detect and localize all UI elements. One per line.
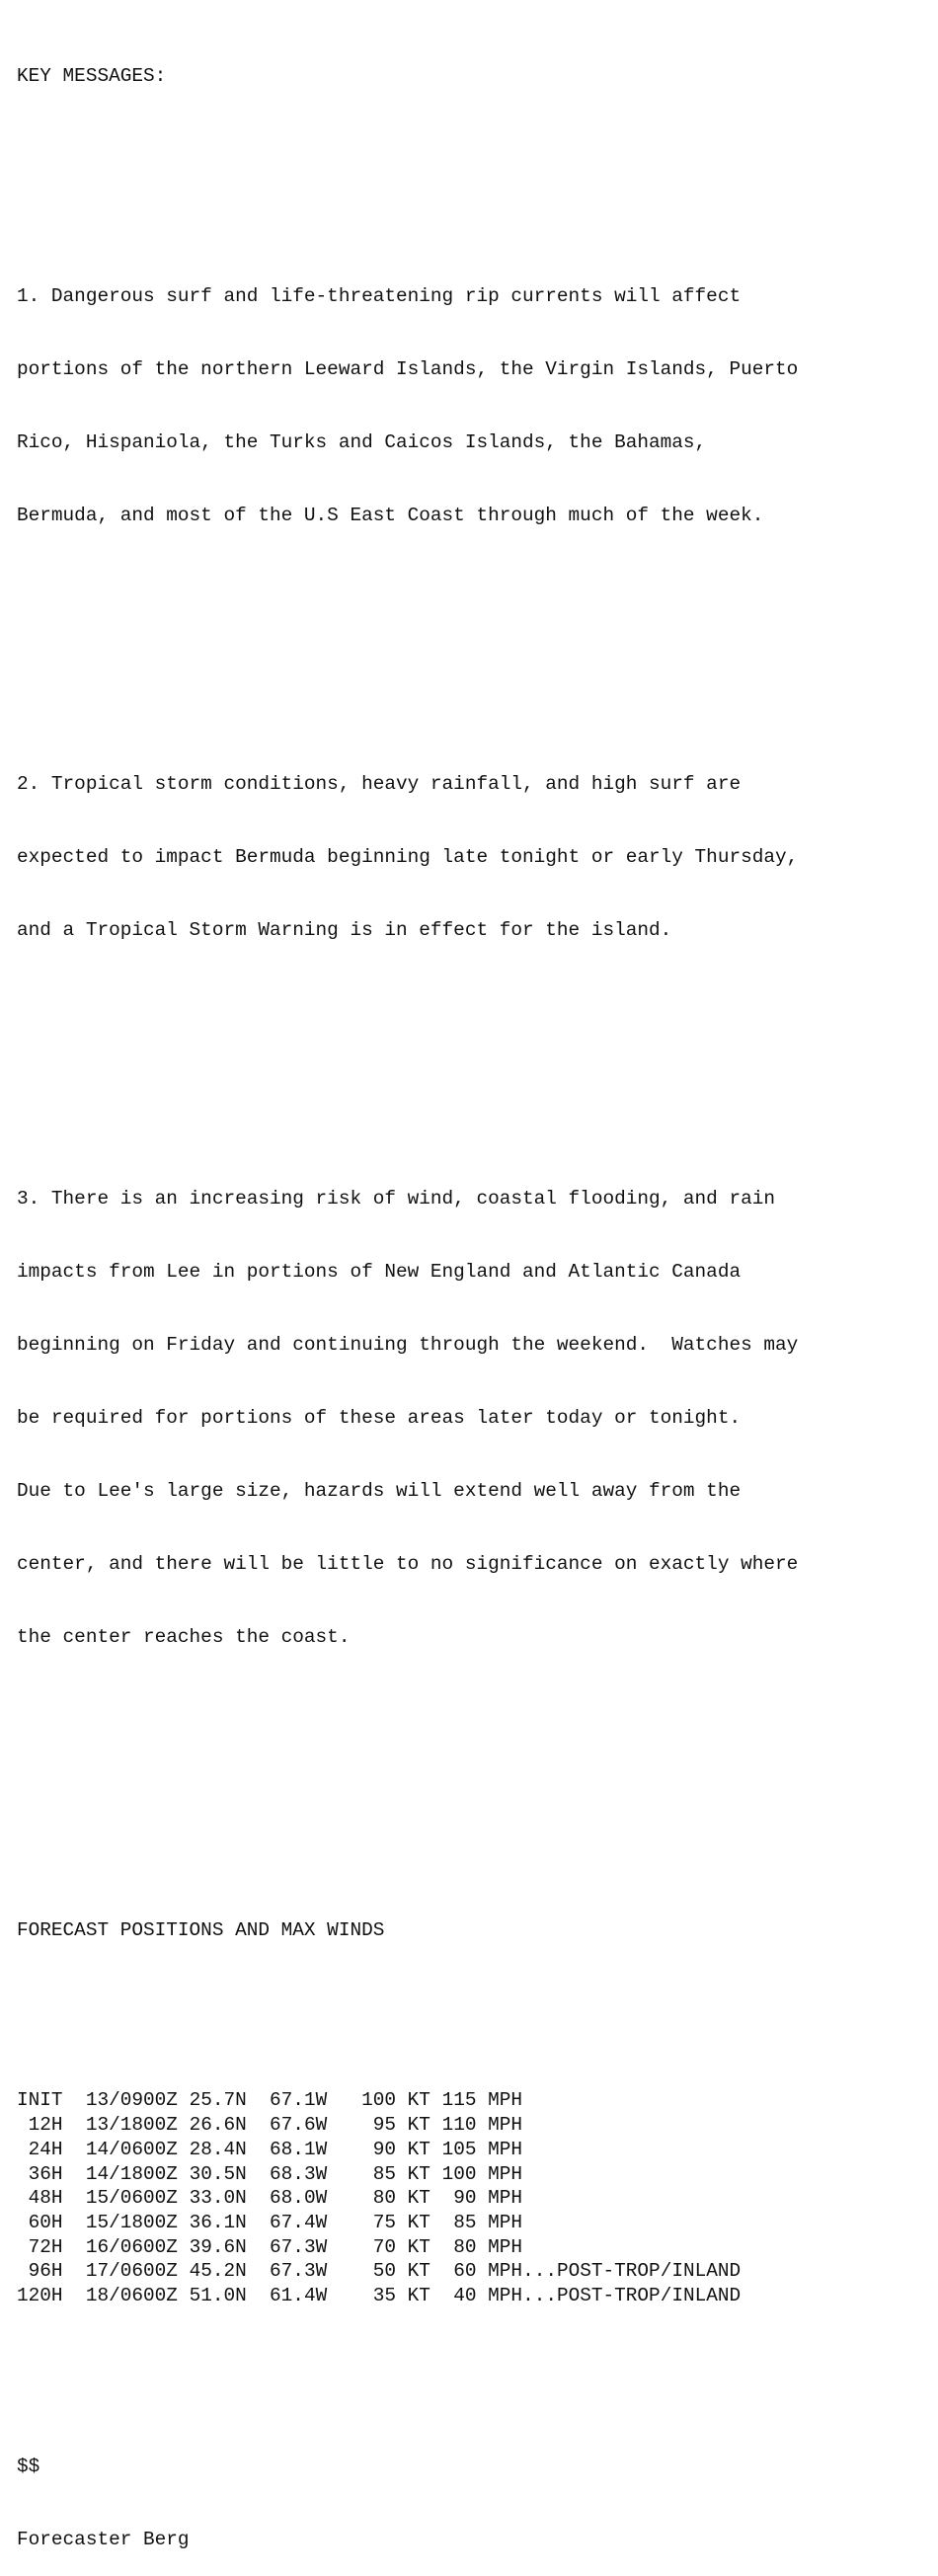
forecast-hour: 60H: [17, 2211, 86, 2233]
forecast-note: ...POST-TROP/INLAND: [522, 2260, 742, 2283]
forecast-hour: 12H: [17, 2114, 86, 2137]
forecast-wind-mph: 100 MPH: [441, 2162, 523, 2185]
forecast-wind-kt: 90 KT: [361, 2138, 442, 2160]
key-message-line: expected to impact Bermuda beginning late tonight or early Thursday,: [17, 845, 799, 868]
key-message-line: beginning on Friday and continuing through the weekend. Watches may: [17, 1333, 799, 1356]
forecast-latitude: 39.6N: [189, 2235, 271, 2258]
spacer: [17, 1821, 925, 1845]
spacer: [17, 2381, 925, 2406]
forecast-time: 16/0600Z: [85, 2235, 190, 2258]
forecast-wind-mph: 115 MPH: [441, 2089, 523, 2112]
forecast-wind-mph: 85 MPH: [441, 2211, 523, 2233]
forecast-time: 14/1800Z: [85, 2162, 190, 2185]
forecast-latitude: 28.4N: [189, 2138, 271, 2160]
key-message-line: Bermuda, and most of the U.S East Coast through much of the week.: [17, 504, 764, 526]
forecast-time: 14/0600Z: [85, 2138, 190, 2160]
forecast-longitude: 67.4W: [270, 2211, 362, 2233]
forecast-note: [522, 2088, 741, 2113]
forecast-note: [522, 2138, 741, 2162]
spacer: [17, 1040, 925, 1064]
forecast-row: [17, 2284, 741, 2308]
forecast-longitude: 67.3W: [270, 2260, 362, 2283]
key-message-line: 1. Dangerous surf and life-threatening rip currents will affect: [17, 284, 742, 307]
discussion-document: [17, 16, 925, 2576]
key-message-line: 3. There is an increasing risk of wind, coastal flooding, and rain: [17, 1187, 775, 1210]
forecast-hour: 48H: [17, 2187, 86, 2210]
forecast-wind-mph: 105 MPH: [441, 2138, 523, 2160]
forecast-longitude: 61.4W: [270, 2285, 362, 2307]
key-message-line: and a Tropical Storm Warning is in effect for the island.: [17, 918, 672, 941]
forecast-row: [17, 2235, 741, 2260]
key-message-line: Due to Lee's large size, hazards will extend well away from the: [17, 1479, 742, 1502]
forecast-hour: 96H: [17, 2260, 86, 2283]
forecast-hour: 72H: [17, 2235, 86, 2258]
forecast-wind-kt: 50 KT: [361, 2260, 442, 2283]
forecast-time: 13/0900Z: [85, 2089, 190, 2112]
key-message-line: the center reaches the coast.: [17, 1626, 351, 1649]
key-message-line: impacts from Lee in portions of New England and Atlantic Canada: [17, 1260, 742, 1283]
forecast-longitude: 68.3W: [270, 2162, 362, 2185]
forecast-note: [522, 2211, 741, 2235]
spacer: [17, 1991, 925, 2016]
forecast-latitude: 33.0N: [189, 2187, 271, 2210]
forecast-wind-kt: 85 KT: [361, 2162, 442, 2185]
forecast-wind-mph: 110 MPH: [441, 2114, 523, 2137]
forecast-latitude: 45.2N: [189, 2260, 271, 2283]
key-message-3: [17, 1137, 925, 1698]
forecast-row: [17, 2113, 741, 2138]
forecast-wind-kt: 95 KT: [361, 2114, 442, 2137]
forecast-note: [522, 2235, 741, 2260]
end-marker: $$: [17, 2455, 40, 2477]
forecast-time: 18/0600Z: [85, 2285, 190, 2307]
key-messages-heading: KEY MESSAGES:: [17, 65, 167, 88]
forecast-longitude: 67.3W: [270, 2235, 362, 2258]
forecast-wind-kt: 80 KT: [361, 2187, 442, 2210]
forecast-time: 13/1800Z: [85, 2114, 190, 2137]
forecast-hour: 120H: [17, 2285, 86, 2307]
forecast-latitude: 30.5N: [189, 2162, 271, 2185]
forecaster-signature: Forecaster Berg: [17, 2529, 190, 2551]
spacer: [17, 138, 925, 163]
key-message-line: 2. Tropical storm conditions, heavy rainfall, and high surf are: [17, 772, 742, 795]
forecast-row: [17, 2259, 741, 2284]
key-message-2: [17, 723, 925, 991]
forecast-time: 15/1800Z: [85, 2211, 190, 2233]
forecast-wind-mph: 60 MPH: [441, 2260, 523, 2283]
forecast-wind-kt: 100 KT: [361, 2089, 442, 2112]
forecast-hour: INIT: [17, 2089, 86, 2112]
spacer: [17, 1748, 925, 1772]
key-message-line: be required for portions of these areas later today or tonight.: [17, 1406, 742, 1429]
forecast-row: [17, 2186, 741, 2211]
forecast-wind-kt: 70 KT: [361, 2235, 442, 2258]
forecast-time: 17/0600Z: [85, 2260, 190, 2283]
forecast-row: [17, 2162, 741, 2187]
forecast-note: ...POST-TROP/INLAND: [522, 2285, 742, 2307]
key-message-line: portions of the northern Leeward Islands, the Virgin Islands, Puerto: [17, 357, 799, 380]
forecast-wind-mph: 40 MPH: [441, 2285, 523, 2307]
key-message-1: [17, 235, 925, 577]
forecast-time: 15/0600Z: [85, 2187, 190, 2210]
spacer: [17, 625, 925, 650]
forecast-table-body: [17, 2088, 741, 2307]
forecast-hour: 36H: [17, 2162, 86, 2185]
forecast-wind-mph: 80 MPH: [441, 2235, 523, 2258]
forecast-latitude: 36.1N: [189, 2211, 271, 2233]
key-message-line: center, and there will be little to no significance on exactly where: [17, 1553, 799, 1576]
forecast-wind-mph: 90 MPH: [441, 2187, 523, 2210]
forecast-latitude: 51.0N: [189, 2285, 271, 2307]
forecast-note: [522, 2113, 741, 2138]
forecast-longitude: 67.6W: [270, 2114, 362, 2137]
forecast-note: [522, 2162, 741, 2187]
forecast-latitude: 26.6N: [189, 2114, 271, 2137]
forecast-table: [17, 2088, 741, 2307]
forecast-longitude: 68.0W: [270, 2187, 362, 2210]
forecast-longitude: 68.1W: [270, 2138, 362, 2160]
forecast-heading: FORECAST POSITIONS AND MAX WINDS: [17, 1918, 385, 1941]
forecast-wind-kt: 75 KT: [361, 2211, 442, 2233]
forecast-row: [17, 2088, 741, 2113]
forecast-hour: 24H: [17, 2138, 86, 2160]
forecast-row: [17, 2211, 741, 2235]
forecast-note: [522, 2186, 741, 2211]
forecast-longitude: 67.1W: [270, 2089, 362, 2112]
forecast-latitude: 25.7N: [189, 2089, 271, 2112]
key-message-line: Rico, Hispaniola, the Turks and Caicos Islands, the Bahamas,: [17, 430, 707, 453]
forecast-row: [17, 2138, 741, 2162]
forecast-wind-kt: 35 KT: [361, 2285, 442, 2307]
